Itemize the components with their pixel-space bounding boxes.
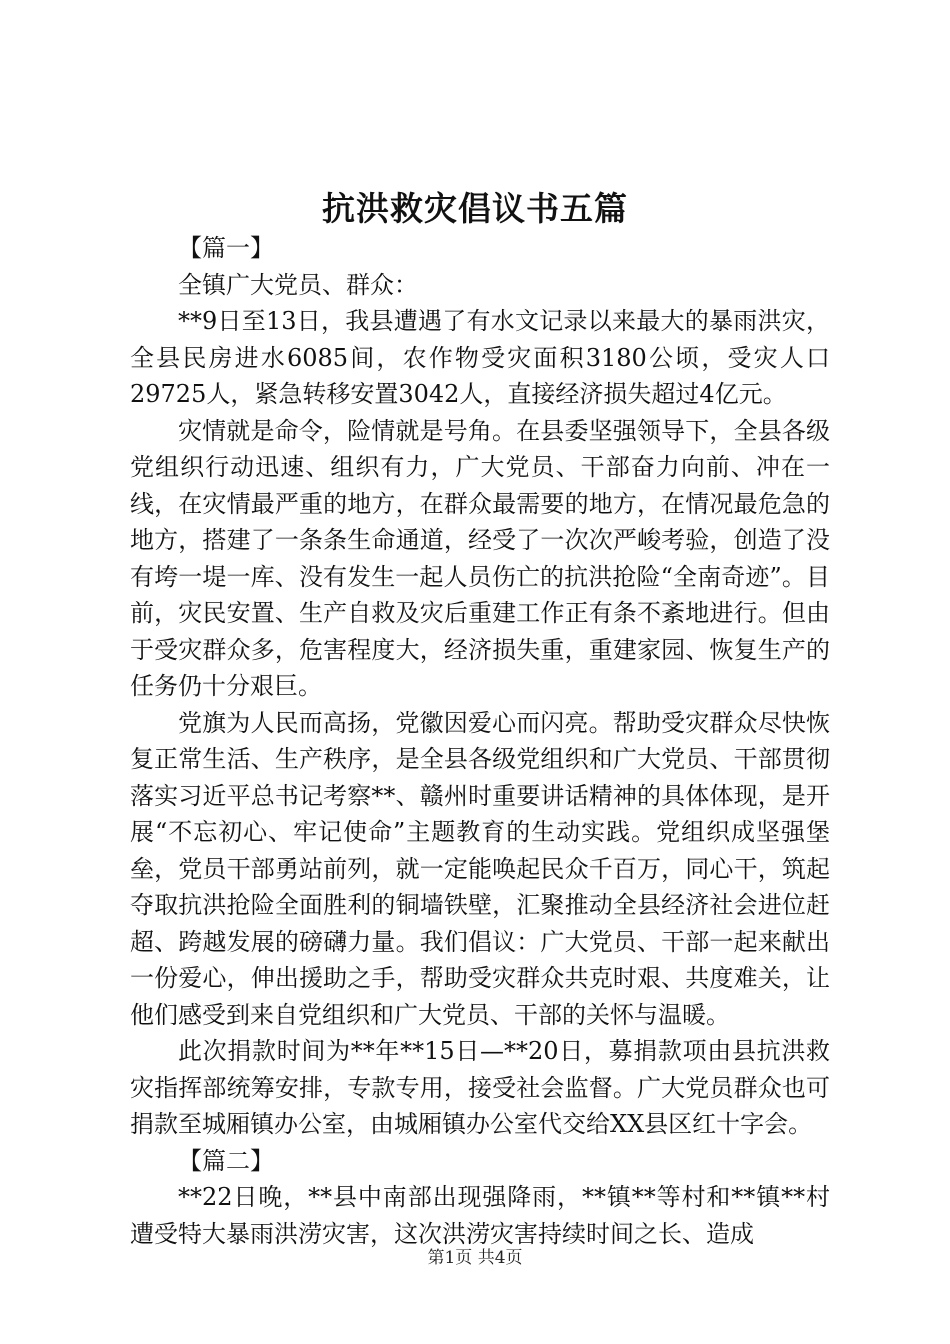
paragraph: 灾情就是命令，险情就是号角。在县委坚强领导下，全县各级党组织行动迅速、组织有力，广大党员、干部奋力向前、冲在一线，在灾情最严重的地方，在群众最需要的地方，在情况最危急的地方，搭建了一条条生命通道，经受了一次次严峻考验，创造了没有垮一堤一库、没有发生一起人员伤亡的抗洪抢险“全南奇迹”。目前，灾民安置、生产自救及灾后重建工作正有条不紊地进行。但由于受灾群众多，危害程度大，经济损失重，重建家园、恢复生产的任务仍十分艰巨。: [130, 416, 830, 700]
document-body: [130, 230, 830, 1252]
paragraph: **22日晚，**县中南部出现强降雨，**镇**等村和**镇**村遭受特大暴雨洪涝灾害，这次洪涝灾害持续时间之长、造成: [130, 1183, 830, 1248]
salutation: 全镇广大党员、群众：: [178, 270, 418, 299]
section-heading-2: 【篇二】: [178, 1146, 274, 1175]
paragraph: 此次捐款时间为**年**15日—**20日，募捐款项由县抗洪救灾指挥部统筹安排，专款专用，接受社会监督。广大党员群众也可捐款至城厢镇办公室，由城厢镇办公室代交给XX县区红十字会。: [130, 1037, 830, 1138]
page-number-footer: 第1页 共4页: [427, 1248, 523, 1268]
document-title: 抗洪救灾倡议书五篇: [322, 189, 628, 228]
paragraph: 党旗为人民而高扬，党徽因爱心而闪亮。帮助受灾群众尽快恢复正常生活、生产秩序，是全县各级党组织和广大党员、干部贯彻落实习近平总书记考察**、赣州时重要讲话精神的具体体现，是开展“不忘初心、牢记使命”主题教育的生动实践。党组织成坚强堡垒，党员干部勇站前列，就一定能唤起民众千百万，同心干，筑起夺取抗洪抢险全面胜利的铜墙铁壁，汇聚推动全县经济社会进位赶超、跨越发展的磅礴力量。我们倡议：广大党员、干部一起来献出一份爱心，伸出援助之手，帮助受灾群众共克时艰、共度难关，让他们感受到来自党组织和广大党员、干部的关怀与温暖。: [130, 708, 830, 1029]
section-heading-1: 【篇一】: [178, 234, 274, 262]
paragraph: **9日至13日，我县遭遇了有水文记录以来最大的暴雨洪灾，全县民房进水6085间，农作物受灾面积3180公顷，受灾人口29725人，紧急转移安置3042人，直接经济损失超过4亿元。: [130, 307, 830, 408]
